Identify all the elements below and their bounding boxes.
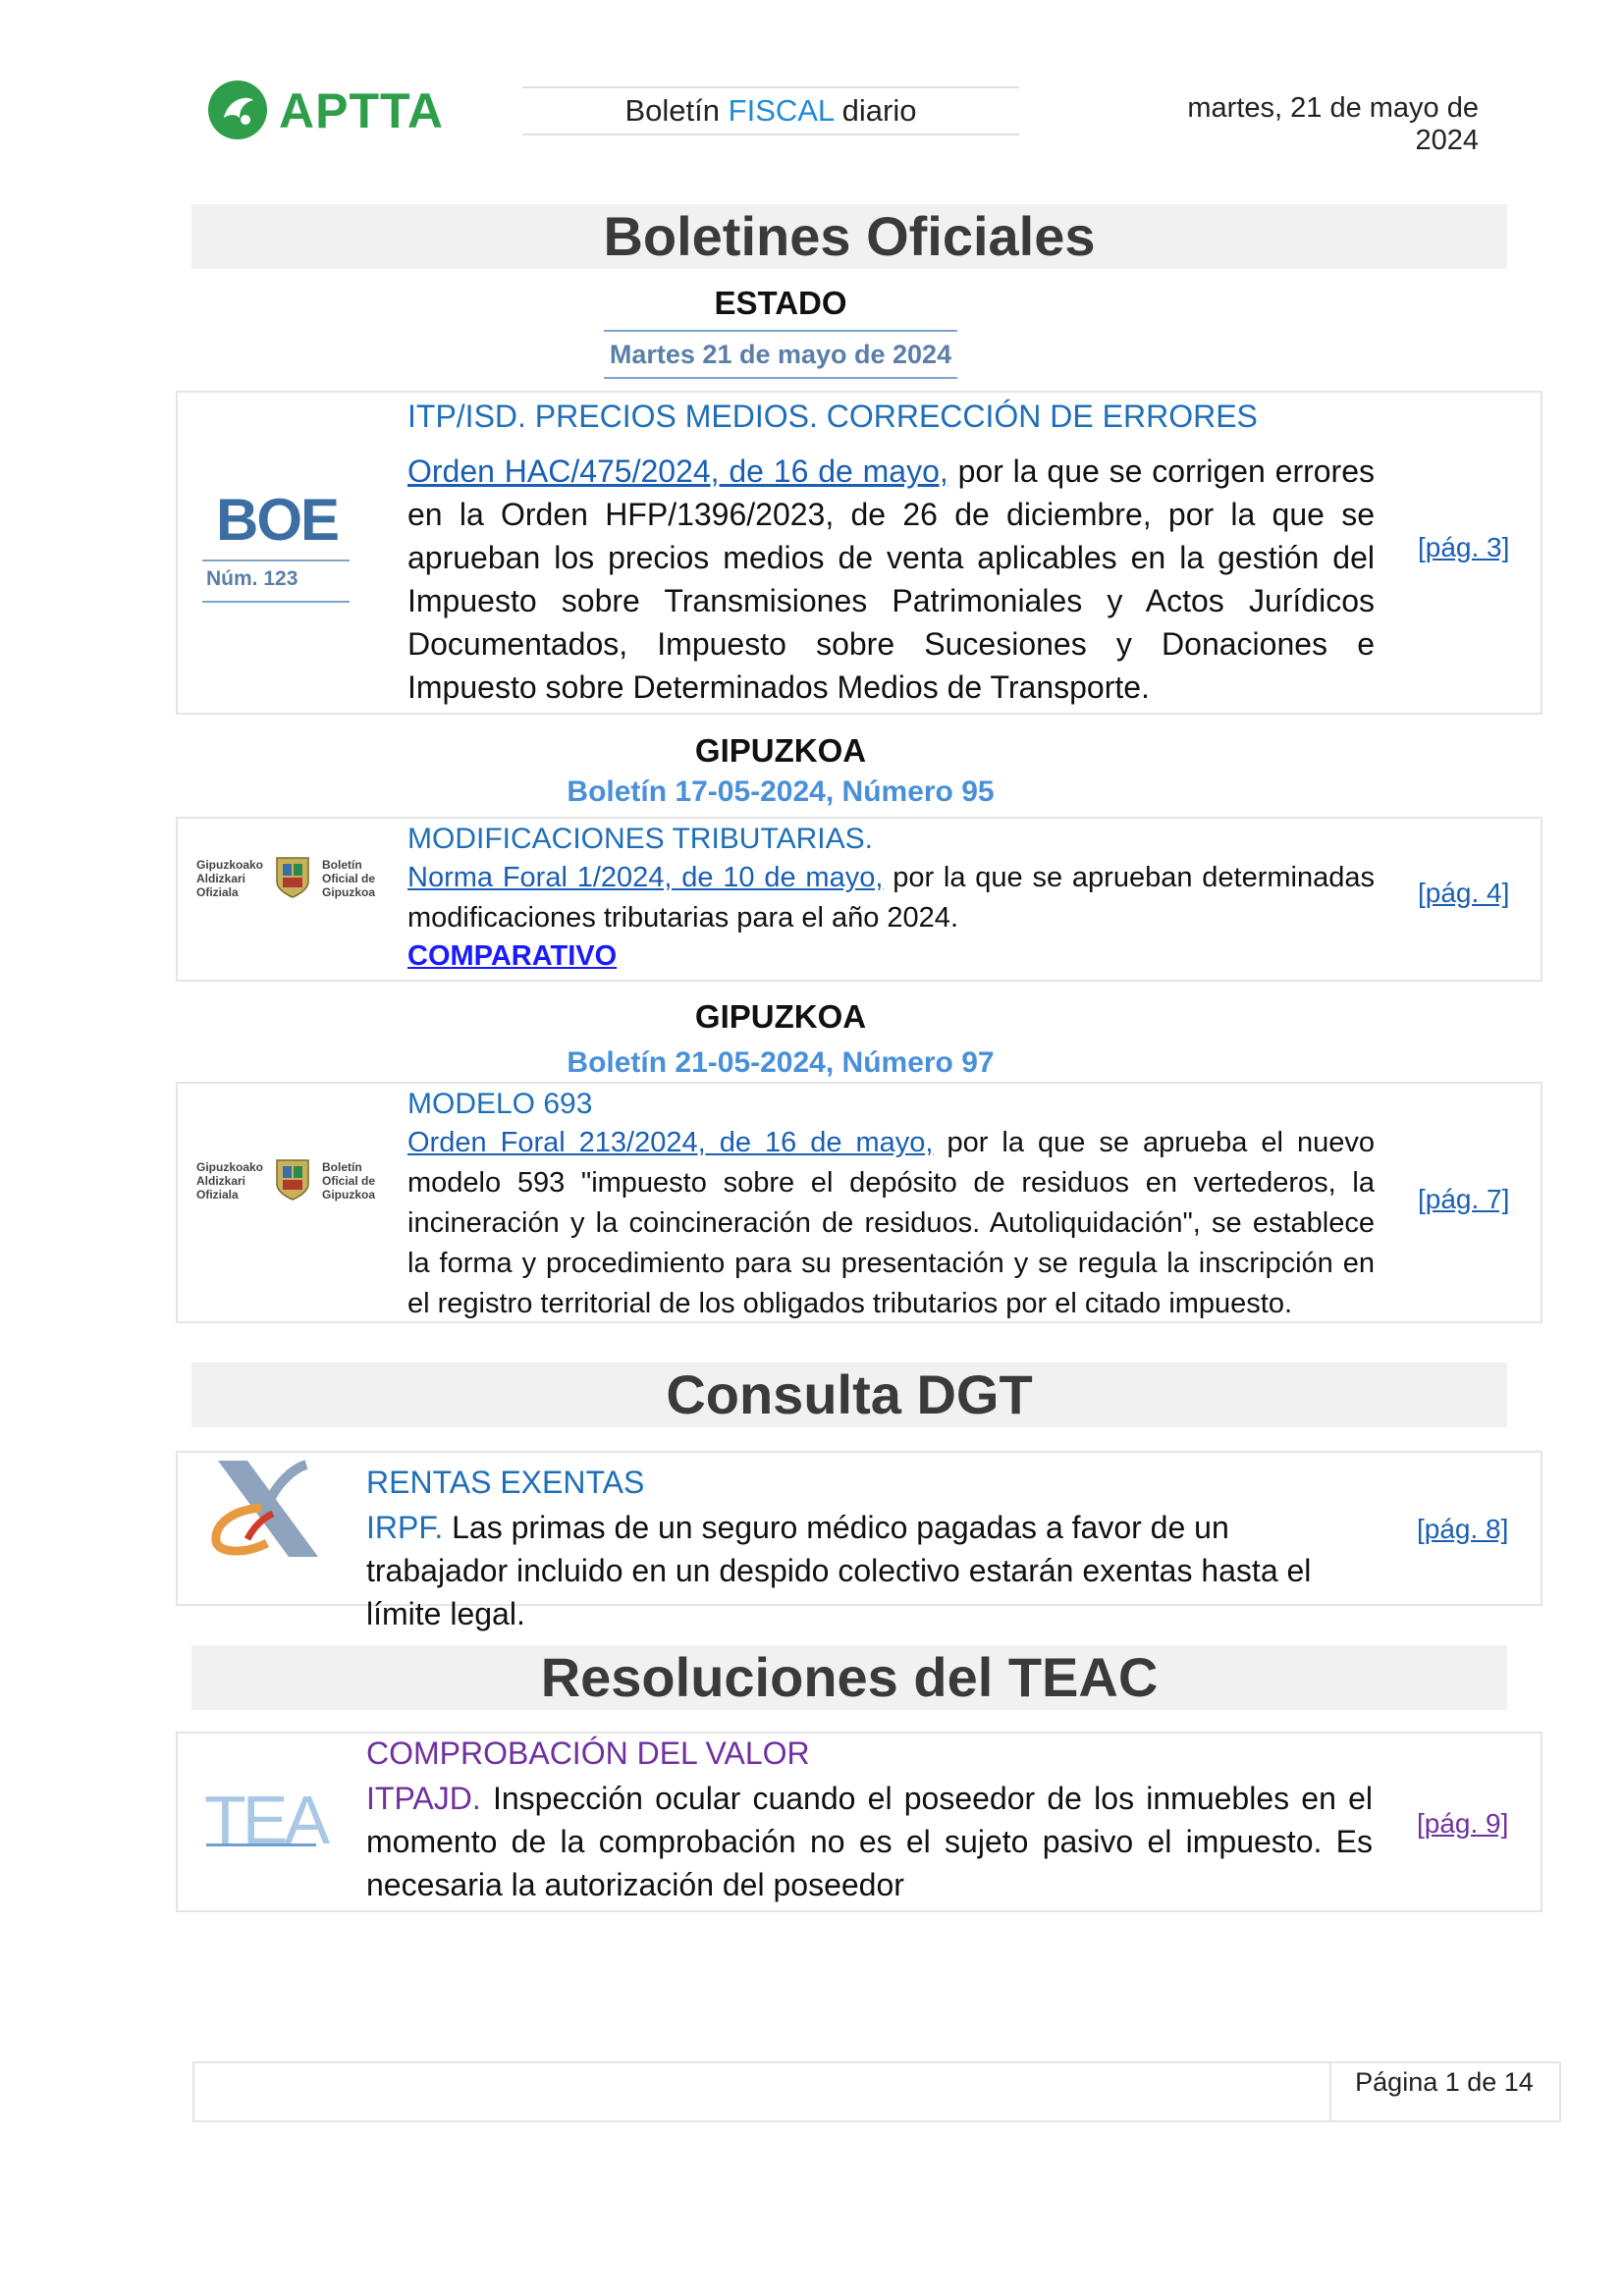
section-teac-title: Resoluciones del TEAC xyxy=(191,1645,1507,1710)
boe-logo-text: BOE xyxy=(215,487,339,553)
gipuzkoa-1-page-link[interactable]: [pág. 4] xyxy=(1418,878,1510,908)
estado-date: Martes 21 de mayo de 2024 xyxy=(604,330,957,379)
gipuzkoa-2-orden-link[interactable]: Orden Foral 213/2024, de 16 de mayo, xyxy=(407,1127,934,1158)
gipuzkoa-1-item-text: Norma Foral 1/2024, de 10 de mayo, por la que se aprueban determinadas modificaciones tributarias para el año 2024. xyxy=(407,862,1375,934)
teac-item-text: ITPAJD. Inspección ocular cuando el poseedor de los inmuebles en el momento de la comprobación no es el sujeto pasivo el impuesto. Es necesaria la autorización del poseedor xyxy=(366,1781,1373,1902)
teac-page-link[interactable]: [pág. 9] xyxy=(1417,1808,1509,1839)
footer-divider xyxy=(1329,2061,1331,2122)
aeat-logo-icon xyxy=(204,1459,322,1561)
boe-number: Núm. 123 xyxy=(206,567,298,590)
gipuzkoa-1-item-title: MODIFICACIONES TRIBUTARIAS. xyxy=(407,823,873,855)
dgt-tax-label: IRPF. xyxy=(366,1510,444,1545)
header-date: martes, 21 de mayo de 2024 xyxy=(1187,92,1479,156)
gipuzkoa-1-bulletin: Boletín 17-05-2024, Número 95 xyxy=(567,775,995,808)
tea-logo xyxy=(204,1782,327,1858)
gipuzkoa-2-label: GIPUZKOA xyxy=(694,998,867,1035)
boe-logo-divider xyxy=(202,560,350,561)
estado-item-text: Orden HAC/475/2024, de 16 de mayo, por la que se corrigen errores en la Orden HFP/1396/2023, de 26 de diciembre, por la que se aprueban los precios medios de venta aplicables en la gestión del Impuesto sobre Transmisiones Patrimoniales y Actos Jurídicos Documentados, Impuesto sobre Sucesiones y Donaciones e Impuesto sobre Determinados Medios de Transporte. xyxy=(407,454,1376,705)
section-consulta-title: Consulta DGT xyxy=(191,1362,1507,1427)
boe-logo-bottom-line xyxy=(202,601,350,603)
gipuzkoa-2-page-link[interactable]: [pág. 7] xyxy=(1418,1184,1510,1214)
gipuzkoa-1-logo: Gipuzkoako Aldizkari Ofiziala Boletín Oficial de Gipuzkoa xyxy=(196,858,376,899)
teac-tax-label: ITPAJD. xyxy=(366,1781,481,1816)
section-boletines-title: Boletines Oficiales xyxy=(191,204,1507,269)
estado-label: ESTADO xyxy=(714,285,847,321)
dgt-page-link[interactable]: [pág. 8] xyxy=(1417,1514,1509,1544)
gipuzkoa-1-norma-link[interactable]: Norma Foral 1/2024, de 10 de mayo, xyxy=(407,862,884,893)
gipuzkoa-2-logo: Gipuzkoako Aldizkari Ofiziala Boletín Oficial de Gipuzkoa xyxy=(196,1160,376,1201)
estado-order-link[interactable]: Orden HAC/475/2024, de 16 de mayo, xyxy=(407,454,948,489)
dgt-item-title: RENTAS EXENTAS xyxy=(366,1465,645,1500)
footer-page-number: Página 1 de 14 xyxy=(1355,2067,1534,2097)
estado-item-title: ITP/ISD. PRECIOS MEDIOS. CORRECCIÓN DE ERRORES xyxy=(407,399,1258,434)
gipuzkoa-2-item-text: Orden Foral 213/2024, de 16 de mayo, por la que se aprueba el nuevo modelo 593 "impuesto sobre el depósito de residuos en vertederos, la incineración y la coincineración de residuos. Autoliquidación", se establece la forma y procedimiento para su presentación y se regula la inscripción en el registro territorial de los obligados tributarios por el citado impuesto. xyxy=(407,1127,1375,1319)
gipuzkoa-shield-icon xyxy=(275,856,310,899)
bulletin-word-3: diario xyxy=(841,93,917,128)
gipuzkoa-2-bulletin: Boletín 21-05-2024, Número 97 xyxy=(567,1046,995,1079)
teac-item-title: COMPROBACIÓN DEL VALOR xyxy=(366,1735,810,1771)
bulletin-word-fiscal: FISCAL xyxy=(728,93,835,128)
comparativo-link[interactable]: COMPARATIVO xyxy=(407,940,618,972)
aptta-emblem-icon xyxy=(206,79,269,141)
boe-logo xyxy=(202,489,352,605)
aptta-logo xyxy=(206,79,461,141)
bulletin-title xyxy=(522,86,1019,135)
gipuzkoa-1-label: GIPUZKOA xyxy=(694,732,867,769)
aptta-logo-text: APTTA xyxy=(279,83,444,138)
tea-logo-stroke xyxy=(206,1843,316,1846)
estado-page-link[interactable]: [pág. 3] xyxy=(1418,532,1510,562)
dgt-item-text: IRPF. Las primas de un seguro médico pagadas a favor de un trabajador incluido en un despido colectivo estarán exentas hasta el límite legal. xyxy=(366,1510,1312,1631)
gipuzkoa-2-item-title: MODELO 693 xyxy=(407,1088,593,1120)
gipuzkoa-shield-icon xyxy=(275,1158,310,1201)
bulletin-word-1: Boletín xyxy=(624,93,721,128)
tea-logo-text: TEA xyxy=(204,1782,327,1858)
